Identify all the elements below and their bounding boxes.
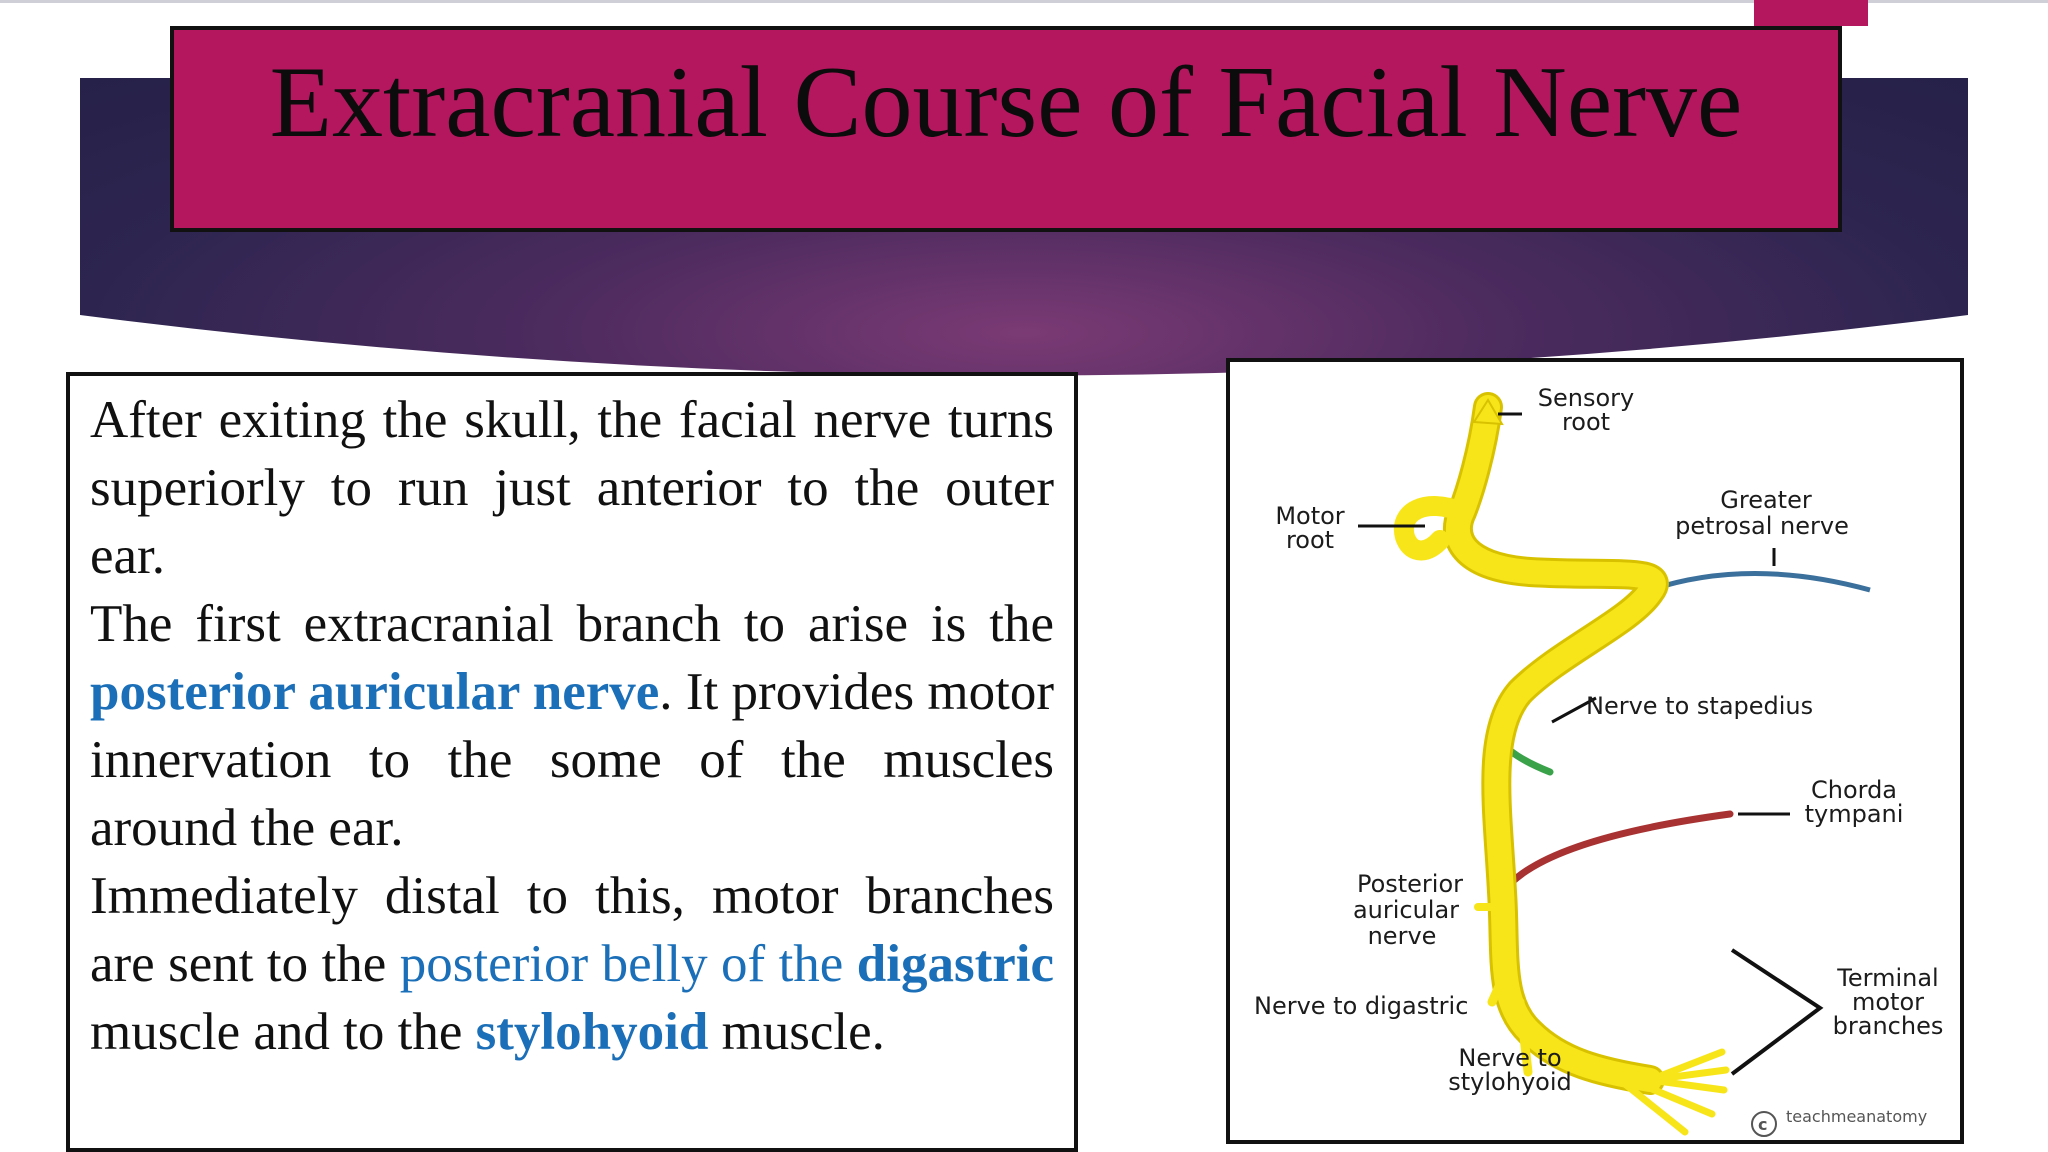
p2-text-a: The first extracranial branch to arise is the [90, 595, 1054, 653]
terminal-bracket [1732, 950, 1820, 1074]
label-greater-petrosal-2: petrosal nerve [1675, 512, 1849, 540]
paragraph-3 [90, 862, 1054, 1066]
p3-text-b: muscle and to the [90, 1003, 476, 1061]
p3-text-c: muscle. [708, 1003, 885, 1061]
label-terminal-1: Terminal [1837, 964, 1939, 992]
accent-bar [1754, 0, 1868, 26]
p1-text: After exiting the skull, the facial nerve turns superiorly to run just anterior to the outer ear. [90, 391, 1054, 585]
body-text-box [66, 372, 1078, 1152]
top-divider-line [0, 0, 2048, 3]
stylohyoid-term: stylohyoid [475, 1003, 709, 1061]
label-motor-root-1: Motor [1275, 502, 1345, 530]
label-post-auricular-3: nerve [1367, 922, 1437, 950]
label-chorda-1: Chorda [1810, 776, 1898, 804]
label-terminal-3: branches [1832, 1012, 1944, 1040]
posterior-belly-term: posterior belly of the [399, 935, 844, 993]
digastric-term: digastric [856, 935, 1055, 993]
label-sensory-root-2: root [1561, 408, 1611, 436]
p3-text-a: Immediately distal to this, motor branches are sent to the [90, 867, 1054, 993]
greater-petrosal-branch [1650, 574, 1870, 591]
label-stapedius: Nerve to stapedius [1586, 692, 1814, 720]
label-sensory-root-1: Sensory [1537, 384, 1635, 412]
label-stylohyoid-2: stylohyoid [1448, 1068, 1572, 1096]
label-stylohyoid-1: Nerve to [1458, 1044, 1562, 1072]
copyright-symbol: c [1758, 1115, 1768, 1134]
title-box [170, 26, 1842, 232]
stapedius-branch [1512, 752, 1550, 772]
nerve-diagram-svg [1230, 362, 1960, 1140]
facial-nerve-diagram [1226, 358, 1964, 1144]
paragraph-1 [90, 386, 1054, 590]
label-chorda-2: tympani [1804, 800, 1904, 828]
chorda-tympani-branch [1512, 814, 1730, 882]
label-post-auricular-2: auricular [1352, 896, 1460, 924]
label-terminal-2: motor [1851, 988, 1925, 1016]
label-digastric: Nerve to digastric [1254, 992, 1469, 1020]
label-post-auricular-1: Posterior [1356, 870, 1464, 898]
paragraph-2 [90, 590, 1054, 862]
facial-nerve-trunk [1458, 407, 1654, 1080]
watermark-text: teachmeanatomy [1786, 1107, 1928, 1126]
label-greater-petrosal-1: Greater [1720, 486, 1812, 514]
slide-title: Extracranial Course of Facial Nerve [269, 46, 1743, 159]
p2-text-b: . It provides motor innervation to the some of the muscles around the ear. [90, 663, 1055, 857]
label-motor-root-2: root [1285, 526, 1335, 554]
posterior-auricular-nerve-term: posterior auricular nerve [90, 663, 660, 721]
